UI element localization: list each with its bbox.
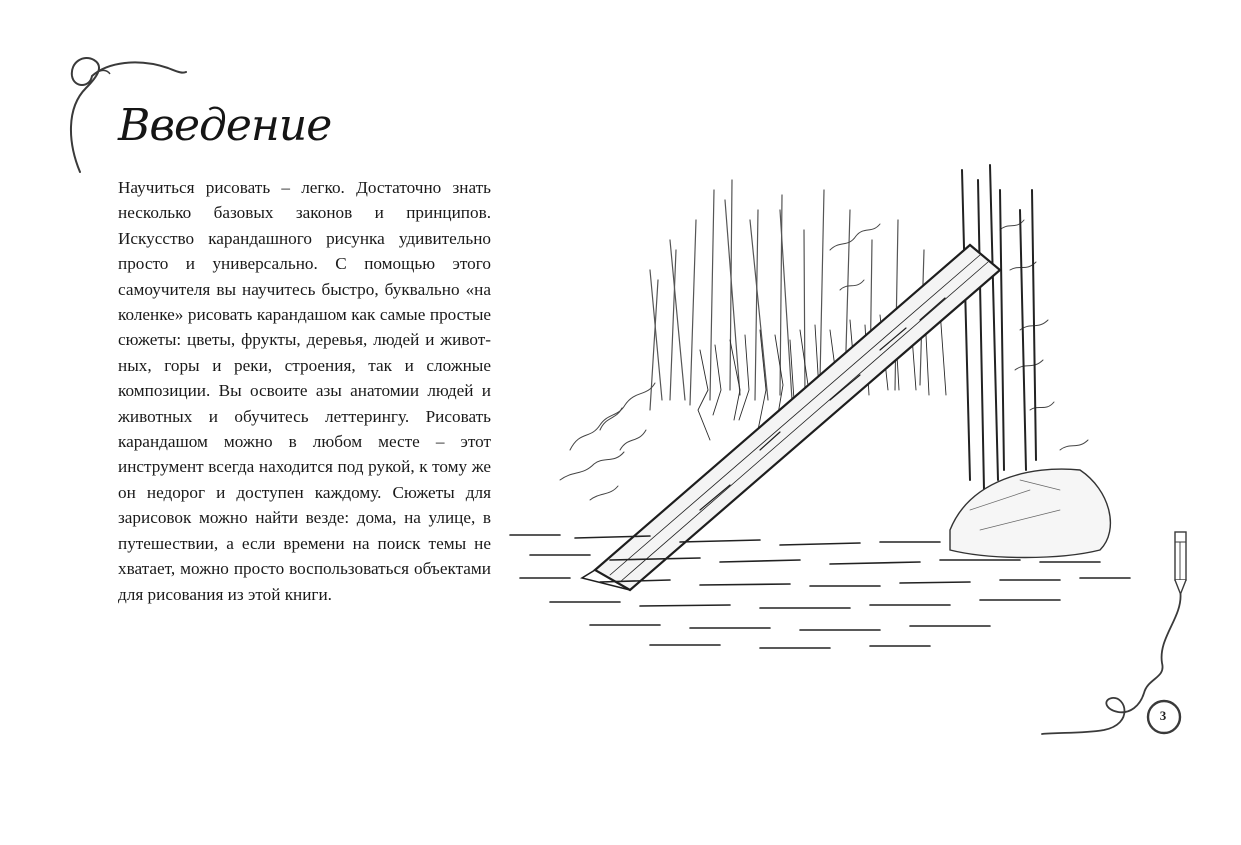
intro-paragraph: Научиться рисовать – легко. Достаточно знать несколько базовых законов и принципов. Искусство карандашного рисунка удивительно просто и универсально. С помощью этого самоучителя вы научитесь быстро, буквально «на коленке» рисовать карандашом как самые простые сюжеты: цветы, фрукты, деревья, людей и животных, горы и реки, строения, так и сложные композиции. Вы освоите азы анатомии людей и животных и обучитесь леттерингу. Рисовать карандашом можно в любом месте – этот инструмент всегда находится под рукой, к тому же он недорог и доступен каждому. Сюжеты для зарисовок можно найти везде: дома, на улице, в путешествии, а если времени на поиск темы не хватает, можно просто воспользоваться объектами для рисования из этой книги. bbox=[118, 178, 491, 604]
page-number: 3 bbox=[1159, 708, 1167, 723]
page-title: Введение bbox=[118, 100, 332, 151]
